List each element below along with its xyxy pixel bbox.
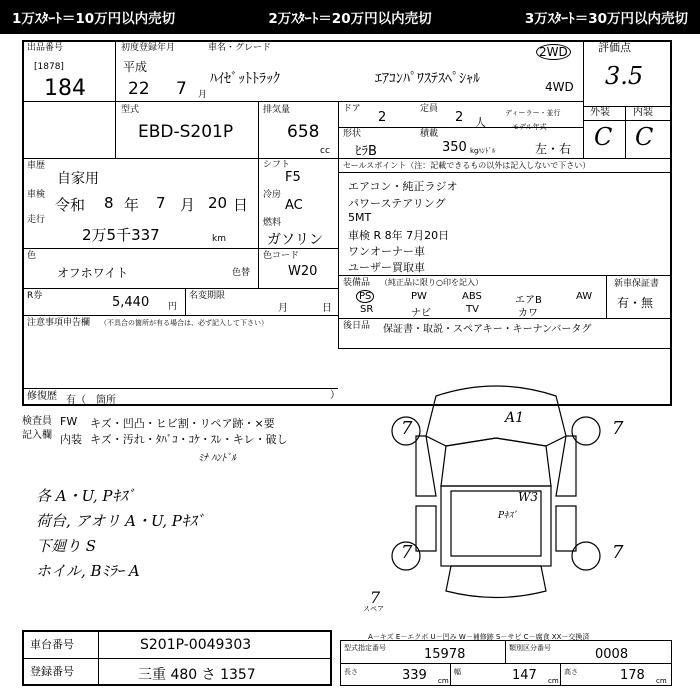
sales-line: 5MT — [348, 211, 372, 224]
dealer-label: ディーラー・並行 — [505, 109, 561, 117]
inspection-month: 7 — [156, 194, 166, 212]
drive-2wd: 2WD — [536, 44, 571, 60]
doors-value: 2 — [378, 110, 387, 125]
category-no-label: 類別区分番号 — [509, 644, 551, 652]
after-parts-value: 保証書・取説・スペアキー・キーナンバータグ — [383, 324, 592, 335]
sales-line: エアコン・純正ラジオ — [348, 180, 458, 193]
damage-mark: Pｷｽﾞ — [498, 511, 518, 521]
banner-item: 2万ｽﾀｰﾄ＝20万円以内売切 — [268, 11, 432, 27]
ext-score: C — [594, 123, 613, 151]
inspection-year: 8 — [104, 194, 114, 212]
notes-sub: （不具合の箇所が有る場合は、必ず記入して下さい） — [100, 319, 268, 327]
equip-tv: TV — [466, 304, 479, 315]
color-label: 色 — [27, 251, 37, 261]
equip-navi: ナビ — [411, 308, 431, 319]
banner-item: 1万ｽﾀｰﾄ＝10万円以内売切 — [12, 11, 176, 27]
capacity-value: 2 — [455, 110, 464, 125]
capacity-label: 定員 — [420, 104, 439, 114]
reg-date-label: 初度登録年月 — [121, 43, 176, 53]
handwritten-note: ホイル, Bﾐﾗｰ A — [36, 562, 140, 580]
length-value: 339 — [402, 668, 427, 683]
deadline-day: 日 — [322, 303, 332, 314]
plate-label: 登録番号 — [30, 665, 74, 678]
repair-label: 修復歴 — [27, 391, 57, 402]
cooler-value: AC — [285, 198, 303, 213]
damage-mark: 7 — [612, 418, 624, 439]
damage-mark: 7 — [612, 542, 624, 563]
type-no-label: 型式指定番号 — [344, 644, 386, 652]
inspector-ext-items: キズ・凹凸・ヒビ割・リペア跡・×要 — [90, 417, 275, 430]
inspector-ext-label: FW — [60, 415, 78, 428]
width-value: 147 — [512, 668, 537, 683]
spare-label: スペア — [363, 605, 384, 613]
fuel-label: 燃料 — [263, 218, 282, 228]
car-name: ﾊｲｾﾞｯﾄﾄﾗｯｸ — [210, 71, 280, 87]
notes-label: 注意事項申告欄 — [27, 318, 91, 328]
sales-line: パワーステアリング — [348, 197, 446, 210]
equipment-sub: （純正品に限り○印を記入） — [380, 278, 483, 287]
type-no-value: 15978 — [424, 647, 466, 662]
int-score: C — [635, 123, 654, 151]
equip-airbag: エアB — [515, 295, 542, 306]
color-code-label: 色コード — [263, 251, 300, 261]
ext-label: 外装 — [590, 107, 610, 118]
recycle-value: 5,440 — [112, 295, 150, 310]
inspection-year-unit: 年 — [124, 196, 140, 214]
score-value: 3.5 — [605, 62, 644, 90]
height-value: 178 — [620, 668, 645, 683]
inspector-int-note: ﾐﾅ ﾊﾝﾄﾞﾙ — [198, 453, 237, 464]
damage-mark: 7 — [401, 418, 413, 439]
reg-month: 7 — [176, 79, 187, 99]
width-label: 幅 — [454, 668, 461, 676]
type-label: 型式 — [121, 105, 140, 115]
inspection-day: 20 — [208, 194, 228, 212]
sales-line: ユーザー買取車 — [348, 261, 425, 274]
inspector-int-items: キズ・汚れ・ﾀﾊﾞｺ・ｺｹ・ｽﾚ・キレ・破し — [90, 433, 288, 446]
warranty-value: 有・無 — [617, 296, 654, 310]
kg-unit: kg — [470, 147, 479, 155]
equip-aw: AW — [576, 291, 593, 302]
shift-value: F5 — [285, 170, 301, 185]
length-label: 長さ — [344, 668, 358, 676]
lot-number: 184 — [44, 76, 86, 101]
model-year-label: モデル年式 — [512, 123, 547, 131]
handwritten-note: 下廻り S — [36, 537, 97, 555]
equip-sr: SR — [360, 304, 374, 315]
inspection-era: 令和 — [55, 196, 86, 214]
inspection-month-unit: 月 — [180, 196, 196, 214]
category-label: 車歴 — [27, 161, 46, 171]
chassis-value: S201P-0049303 — [140, 637, 252, 653]
lot-label: 出品番号 — [27, 43, 64, 53]
damage-mark: 7 — [370, 588, 381, 607]
car-grade: ｴｱｺﾝﾊﾟﾜｽﾃｽﾍﾟｼｬﾙ — [375, 71, 480, 87]
deadline-label: 名変期限 — [189, 291, 226, 301]
capacity-unit: 人 — [475, 116, 486, 129]
km-unit: km — [212, 234, 226, 244]
plate-value: 三重 480 さ 1357 — [138, 667, 256, 683]
reg-era: 平成 — [123, 60, 148, 74]
recycle-label: R券 — [27, 291, 43, 301]
shape-value: ﾋﾗB — [355, 144, 377, 159]
handle-value: 左・右 — [535, 142, 572, 156]
reg-year: 22 — [128, 79, 150, 99]
chassis-label: 車台番号 — [30, 638, 74, 651]
inspection-label: 車検 — [27, 190, 46, 200]
inspector-label: 記入欄 — [22, 430, 52, 441]
type-value: EBD-S201P — [138, 122, 234, 142]
price-banner — [0, 0, 700, 34]
displacement-value: 658 — [287, 122, 320, 142]
load-value: 350 — [442, 140, 467, 155]
handle-label: ﾊﾝﾄﾞﾙ — [478, 147, 496, 155]
damage-mark: W3 — [518, 490, 538, 504]
damage-mark: 7 — [401, 542, 413, 563]
cm-unit: cm — [438, 677, 449, 685]
cc-unit: cc — [320, 146, 330, 156]
doors-label: ドア — [343, 104, 361, 114]
warranty-label: 新車保証書 — [614, 279, 660, 289]
sales-title: セールスポイント（注：記載できるもの以外は記入しないで下さい） — [343, 161, 591, 170]
color-change-label: 色替 — [232, 268, 251, 278]
color-code-value: W20 — [288, 264, 318, 279]
displacement-label: 排気量 — [263, 105, 291, 115]
inspector-label: 検査員 — [22, 416, 52, 427]
equip-leather: カワ — [518, 308, 538, 319]
score-label: 評価点 — [598, 41, 631, 54]
model-label: 車名・グレード — [208, 43, 272, 53]
car-diagram — [376, 376, 616, 616]
equip-abs: ABS — [462, 291, 482, 302]
banner-item: 3万ｽﾀｰﾄ＝30万円以内売切 — [524, 11, 688, 27]
deadline-month: 月 — [278, 303, 288, 314]
sales-line: ワンオーナー車 — [348, 245, 425, 258]
fuel-value: ガソリン — [267, 232, 323, 248]
after-parts-label: 後日品 — [343, 321, 371, 331]
shape-label: 形状 — [343, 129, 362, 139]
cm-unit: cm — [548, 677, 559, 685]
equipment-label: 装備品 — [343, 278, 371, 288]
inspection-day-unit: 日 — [233, 196, 249, 214]
handwritten-note: 各 A・U, Pｷｽﾞ — [36, 487, 135, 505]
lot-sub: [1878] — [34, 62, 64, 72]
color-value: オフホワイト — [57, 266, 129, 280]
damage-mark: A1 — [505, 410, 525, 426]
shift-label: シフト — [263, 160, 291, 170]
damage-legend: A－キズ E－エクボ U－凹み W－補修跡 S－サビ C－腐食 XX－交換済 — [368, 633, 590, 641]
category-value: 自家用 — [57, 171, 99, 187]
reg-month-unit: 月 — [198, 90, 208, 100]
equip-pw: PW — [411, 291, 427, 302]
sheet-frame — [22, 40, 672, 406]
repair-close: ） — [330, 390, 340, 401]
repair-value: 有（ 箇所 — [66, 395, 116, 406]
category-no-value: 0008 — [595, 647, 629, 662]
int-label: 内装 — [633, 107, 653, 118]
drive-4wd: 4WD — [545, 80, 574, 94]
cooler-label: 冷房 — [263, 190, 282, 200]
sales-line: 車検 R 8年 7月20日 — [348, 229, 450, 242]
mileage-label: 走行 — [27, 215, 46, 225]
yen-unit: 円 — [168, 302, 178, 312]
cm-unit: cm — [656, 677, 667, 685]
inspector-int-label: 内装 — [60, 433, 82, 446]
height-label: 高さ — [564, 668, 578, 676]
mileage-value: 2万5千337 — [82, 226, 160, 244]
equip-ps: PS — [356, 290, 374, 303]
load-label: 積載 — [420, 129, 439, 139]
handwritten-note: 荷台, アオリ A・U, Pｷｽﾞ — [36, 512, 205, 530]
